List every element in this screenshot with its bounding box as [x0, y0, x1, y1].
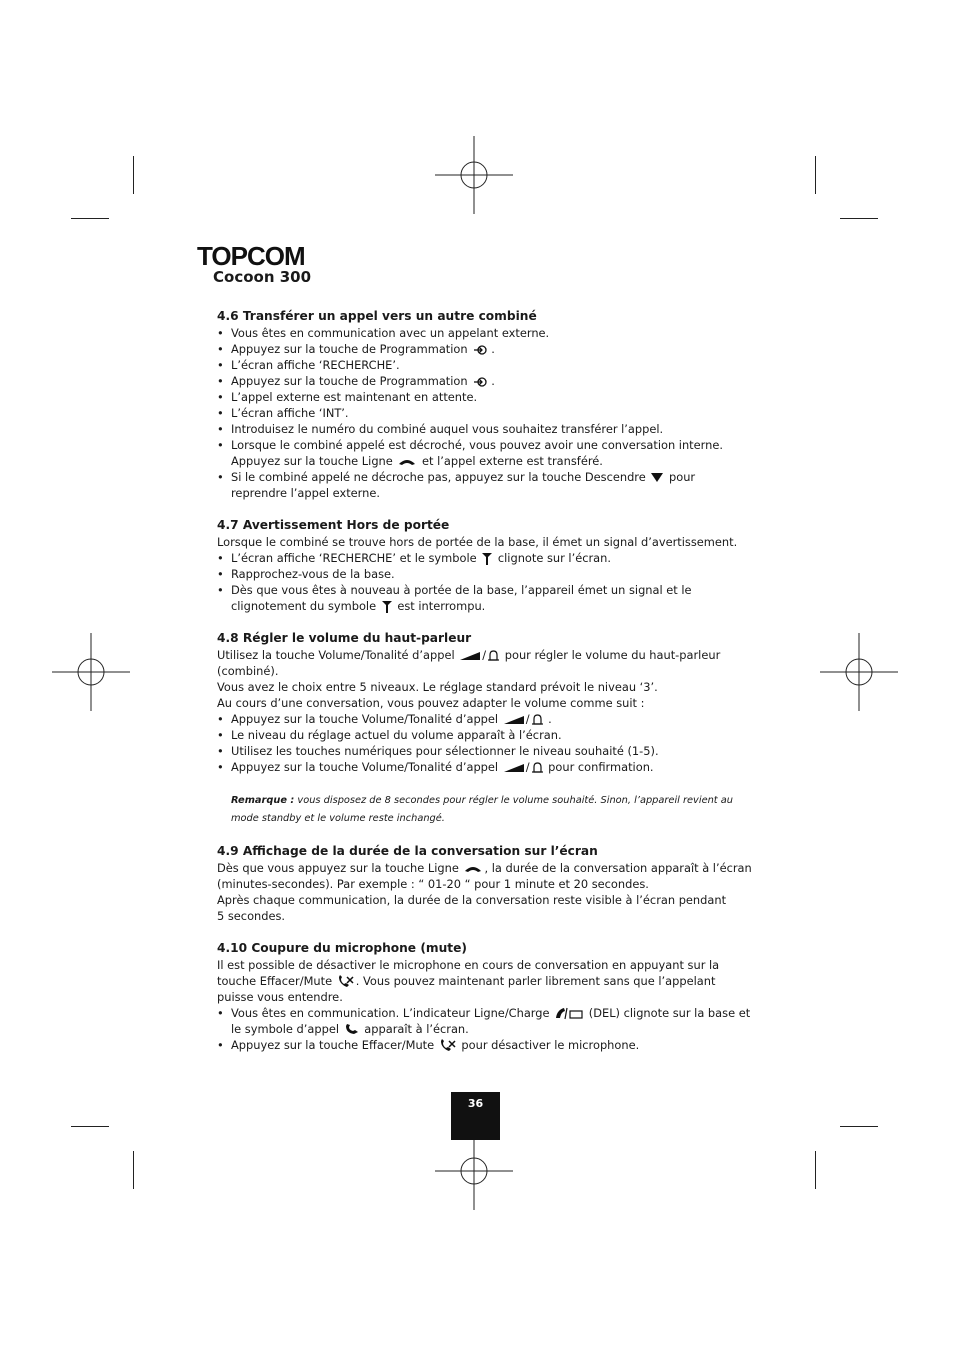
section-title: 4.8 Régler le volume du haut-parleur — [217, 631, 472, 645]
intro-text: Vous avez le choix entre 5 niveaux. Le réglage standard prévoit le niveau ‘3’. — [217, 680, 658, 694]
item-text: . — [544, 712, 552, 726]
item-text: Vous êtes en communication avec un appelant externe. — [231, 326, 550, 340]
topcom-logo — [197, 240, 307, 270]
call-icon — [345, 1024, 359, 1035]
antenna-icon — [382, 600, 392, 613]
program-icon — [473, 376, 489, 388]
crop-mark — [71, 1126, 109, 1127]
list-item — [217, 566, 752, 582]
line-icon — [398, 457, 416, 467]
volume-icon — [504, 763, 524, 773]
item-text: . — [491, 342, 495, 356]
remark-note — [217, 792, 752, 828]
registration-mark — [52, 633, 130, 711]
document-body — [217, 307, 752, 1068]
remark-text: vous disposez de 8 secondes pour régler le volume souhaité. Sinon, l’appareil revient au mode standby et le volume reste inchangé. — [231, 795, 733, 824]
volume-icon — [460, 651, 480, 661]
volume-icon — [504, 715, 524, 725]
item-text: Appuyez sur la touche Ligne — [231, 454, 397, 468]
item-text: apparaît à l’écran. — [360, 1022, 469, 1036]
section-4-9 — [217, 842, 752, 924]
list-item — [217, 727, 752, 743]
item-text: Si le combiné appelé ne décroche pas, appuyez sur la touche Descendre — [231, 470, 650, 484]
item-text: L’écran affiche ‘RECHERCHE’. — [231, 358, 400, 372]
section-title: 4.6 Transférer un appel vers un autre combiné — [217, 309, 537, 323]
section-intro: Lorsque le combiné se trouve hors de portée de la base, il émet un signal d’avertissement. — [217, 535, 738, 549]
para-text: 5 secondes. — [217, 909, 286, 923]
list-item: • Appuyez sur la touche Volume/Tonalité d’appel / . — [217, 711, 752, 727]
item-text: pour confirmation. — [544, 760, 654, 774]
item-text: Rapprochez-vous de la base. — [231, 567, 395, 581]
list-item — [217, 582, 752, 614]
section-paragraph — [217, 860, 752, 924]
mute-icon — [338, 975, 354, 988]
remark-label: Remarque : — [231, 795, 295, 806]
section-title: 4.9 Affichage de la durée de la conversation sur l’écran — [217, 844, 598, 858]
list-item — [217, 437, 752, 469]
crop-mark — [133, 156, 134, 194]
para-text: Après chaque communication, la durée de la conversation reste visible à l’écran pendant — [217, 893, 727, 907]
section-title: 4.10 Coupure du microphone (mute) — [217, 941, 467, 955]
item-text: Vous êtes en communication. L’indicateur Ligne/Charge — [231, 1006, 554, 1020]
list-item — [217, 325, 752, 341]
item-text: clignote sur l’écran. — [494, 551, 611, 565]
item-text: Lorsque le combiné appelé est décroché, vous pouvez avoir une conversation interne. — [231, 438, 723, 452]
crop-mark — [815, 156, 816, 194]
bell-icon — [488, 650, 499, 662]
item-text: Dès que vous êtes à nouveau à portée de la base, l’appareil émet un signal et le clignotement du symbole — [231, 583, 692, 613]
item-text: Appuyez sur la touche Effacer/Mute — [231, 1038, 438, 1052]
item-text: et l’appel externe est transféré. — [418, 454, 603, 468]
item-text: L’écran affiche ‘INT’. — [231, 406, 349, 420]
item-text: Introduisez le numéro du combiné auquel vous souhaitez transférer l’appel. — [231, 422, 664, 436]
list-item — [217, 550, 752, 566]
line-icon — [464, 864, 482, 874]
list-item — [217, 341, 752, 357]
registration-mark — [820, 633, 898, 711]
crop-mark — [840, 1126, 878, 1127]
page-number: 36 — [451, 1092, 500, 1140]
list-item: • Appuyez sur la touche Volume/Tonalité d’appel / pour confirmation. — [217, 759, 752, 775]
item-text: pour reprendre l’appel externe. — [231, 470, 696, 500]
list-item — [217, 421, 752, 437]
para-text: Il est possible de désactiver le microphone en cours de conversation en appuyant sur la touche Effacer/Mute — [217, 958, 720, 988]
section-4-10 — [217, 939, 752, 1053]
item-text: Appuyez sur la touche Volume/Tonalité d’appel — [231, 712, 502, 726]
registration-mark — [435, 1132, 513, 1210]
list-item — [217, 373, 752, 389]
para-text: . Vous pouvez maintenant parler librement sans que l’appelant puisse vous entendre. — [217, 974, 716, 1004]
line-charge-icon — [555, 1007, 583, 1020]
item-text: pour désactiver le microphone. — [457, 1038, 640, 1052]
crop-mark — [133, 1151, 134, 1189]
item-text: Le niveau du réglage actuel du volume apparaît à l’écran. — [231, 728, 562, 742]
list-item — [217, 1037, 752, 1053]
intro-text: pour régler le volume du haut-parleur (combiné). — [217, 648, 721, 678]
item-text: L’appel externe est maintenant en attente. — [231, 390, 478, 404]
registration-mark — [435, 136, 513, 214]
intro-text: Au cours d’une conversation, vous pouvez adapter le volume comme suit : — [217, 696, 645, 710]
intro-text: Utilisez la touche Volume/Tonalité d’appel — [217, 648, 459, 662]
list-item — [217, 1005, 752, 1037]
list-item — [217, 743, 752, 759]
program-icon — [473, 344, 489, 356]
model-name: Cocoon 300 — [213, 268, 312, 286]
section-title: 4.7 Avertissement Hors de portée — [217, 518, 450, 532]
crop-mark — [840, 218, 878, 219]
mute-icon — [440, 1039, 456, 1052]
list-item — [217, 469, 752, 501]
antenna-icon — [482, 552, 492, 565]
item-text: Appuyez sur la touche Volume/Tonalité d’appel — [231, 760, 502, 774]
item-text: est interrompu. — [393, 599, 486, 613]
list-item — [217, 389, 752, 405]
para-text: , la durée de la conversation apparaît à l’écran (minutes-secondes). Par exemple : “ 01-20 “ pour 1 minute et 20 secondes. — [217, 861, 752, 891]
down-arrow-icon — [651, 472, 663, 483]
bell-icon — [532, 762, 543, 774]
item-text: Appuyez sur la touche de Programmation — [231, 342, 472, 356]
section-4-7 — [217, 516, 752, 614]
item-text: . — [491, 374, 495, 388]
section-4-6 — [217, 307, 752, 501]
item-text: L’écran affiche ‘RECHERCHE’ et le symbole — [231, 551, 481, 565]
section-intro: Utilisez la touche Volume/Tonalité d’appel / pour régler le volume du haut-parleur (combiné). Vous avez le choix entre 5 niveaux. Le réglage standard prévoit le niveau ‘3’. Au cours d’une conversation, vous pouvez adapter le volume comme suit : — [217, 648, 721, 710]
list-item — [217, 405, 752, 421]
crop-mark — [815, 1151, 816, 1189]
item-text: Appuyez sur la touche de Programmation — [231, 374, 472, 388]
item-text: Utilisez les touches numériques pour sélectionner le niveau souhaité (1-5). — [231, 744, 659, 758]
list-item — [217, 357, 752, 373]
crop-mark — [71, 218, 109, 219]
section-paragraph — [217, 957, 752, 1005]
bell-icon — [532, 714, 543, 726]
item-text: (DEL) clignote sur la base et le symbole d’appel — [231, 1006, 751, 1036]
para-text: Dès que vous appuyez sur la touche Ligne — [217, 861, 463, 875]
logo-text: TOPCOM — [197, 241, 305, 270]
section-4-8 — [217, 629, 752, 828]
